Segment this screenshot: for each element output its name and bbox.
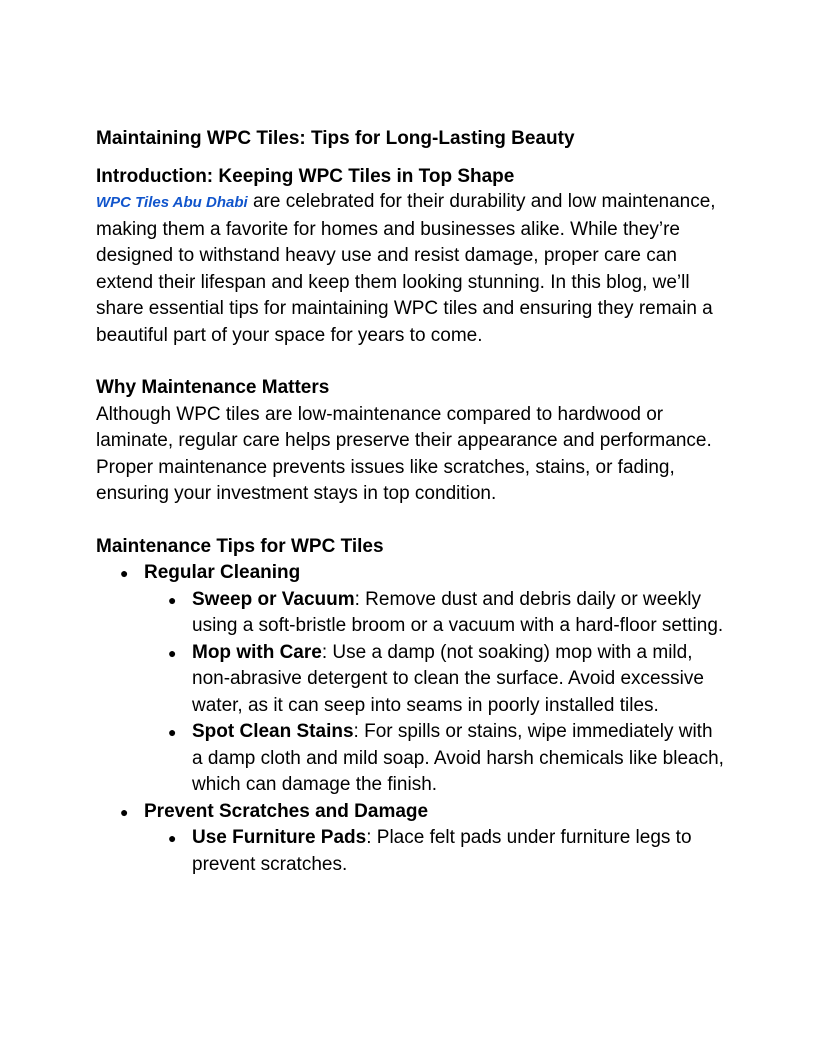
tip-group-regular-cleaning <box>96 560 726 799</box>
tips-list <box>96 560 726 878</box>
tip-term: Use Furniture Pads <box>192 827 367 848</box>
tip-item-sweep <box>144 587 726 640</box>
tip-item-spot-clean <box>144 719 726 799</box>
bullet-icon: ● <box>120 803 129 820</box>
tip-group-label: Prevent Scratches and Damage <box>144 800 429 822</box>
document-page <box>96 127 726 878</box>
tip-term: Spot Clean Stains <box>192 721 354 742</box>
tip-item-furniture-pads <box>144 825 726 878</box>
intro-text: are celebrated for their durability and low maintenance, making them a favorite for homes and businesses alike. While they’re designed to withstand heavy use and resist damage, proper care can extend their lifespan and keep them looking stunning. In this blog, we’ll share essential tips for maintaining WPC tiles and ensuring they remain a beautiful part of your space for years to come. <box>96 191 716 346</box>
tip-group-label: Regular Cleaning <box>144 562 301 583</box>
tip-item-mop <box>144 640 726 720</box>
why-paragraph: Although WPC tiles are low-maintenance compared to hardwood or laminate, regular care helps preserve their appearance and performance. Proper maintenance prevents issues like scratches, stains, or fading, ensuring your investment stays in top condition. <box>96 403 712 504</box>
wpc-tiles-link[interactable]: WPC Tiles Abu Dhabi <box>96 194 248 211</box>
tip-sublist <box>144 587 726 799</box>
why-heading: Why Maintenance Matters <box>96 377 330 398</box>
tip-sublist <box>144 825 726 878</box>
tip-text: : Place felt pads under furniture legs to prevent scratches. <box>192 827 692 875</box>
bullet-icon: ● <box>168 644 177 661</box>
bullet-icon: ● <box>168 830 177 846</box>
bullet-icon: ● <box>120 565 129 581</box>
document-title: Maintaining WPC Tiles: Tips for Long-Lasting Beauty <box>96 128 575 149</box>
tip-text: : Use a damp (not soaking) mop with a mild, non-abrasive detergent to clean the surface. Avoid excessive water, as it can seep into seams in poorly installed tiles. <box>192 641 704 716</box>
tip-text: : For spills or stains, wipe immediately with a damp cloth and mild soap. Avoid harsh chemicals like bleach, which can damage the finish. <box>192 721 724 795</box>
intro-paragraph <box>96 189 726 349</box>
bullet-icon: ● <box>168 724 177 740</box>
bullet-icon: ● <box>168 591 177 608</box>
tip-group-prevent-scratches <box>96 799 726 879</box>
intro-heading: Introduction: Keeping WPC Tiles in Top Shape <box>96 166 515 187</box>
tips-heading: Maintenance Tips for WPC Tiles <box>96 535 384 557</box>
tip-text: : Remove dust and debris daily or weekly using a soft-bristle broom or a vacuum with a hard-floor setting. <box>192 588 724 636</box>
tip-term: Mop with Care <box>192 641 322 663</box>
tip-term: Sweep or Vacuum <box>192 588 355 610</box>
